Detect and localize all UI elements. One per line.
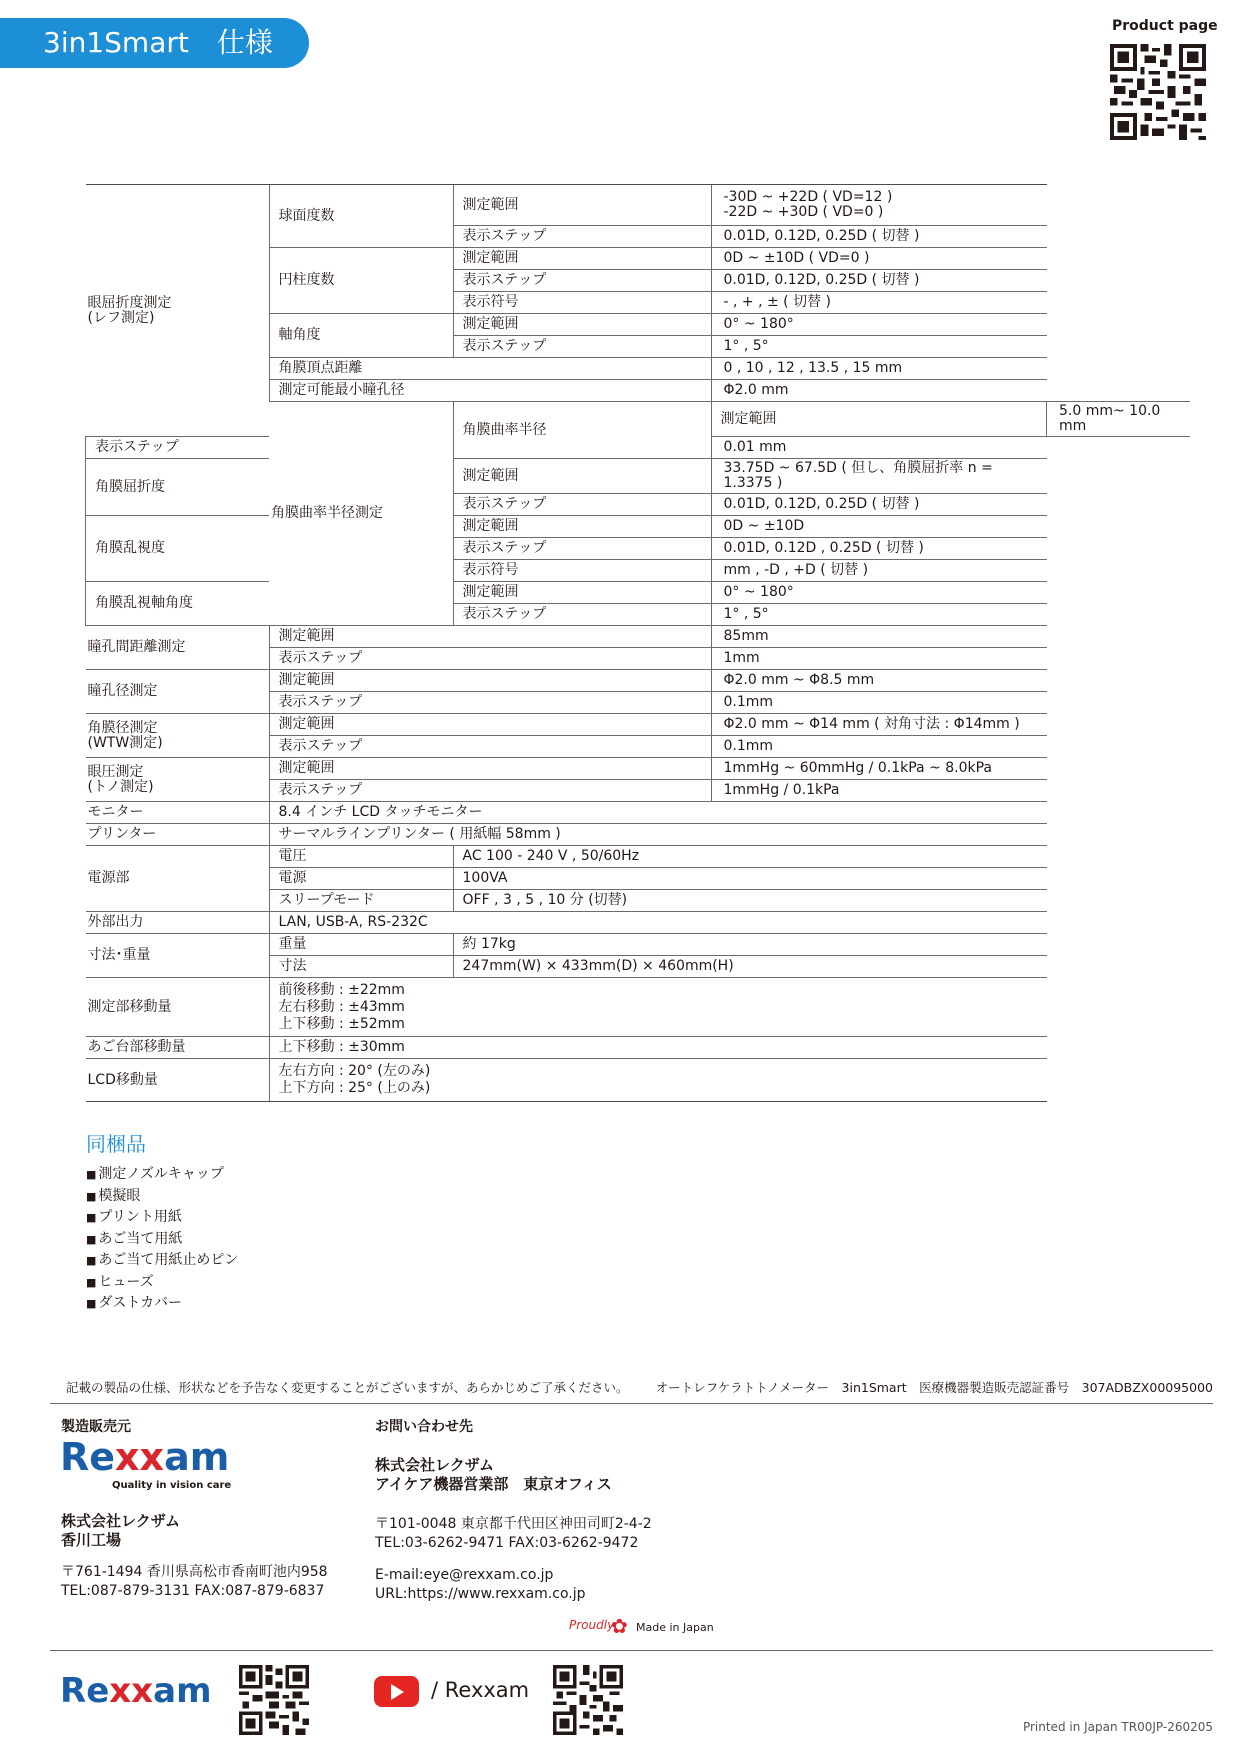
- item-label: 測定範囲: [453, 248, 711, 270]
- item-label: 測定範囲: [453, 314, 711, 336]
- divider: [50, 1403, 1213, 1404]
- category-power: 電源部: [86, 846, 270, 912]
- item-value: 100VA: [453, 868, 1047, 890]
- item-value: 33.75D ~ 67.5D ( 但し、角膜屈折率 n = 1.3375 ): [711, 459, 1047, 494]
- sub-corneal-power: 角膜屈折度: [86, 459, 270, 516]
- item-value: Φ2.0 mm ~ Φ14 mm ( 対角寸法 : Φ14mm ): [711, 714, 1047, 736]
- item-label: 表示ステップ: [269, 780, 711, 802]
- item-label: 測定範囲: [453, 459, 711, 494]
- youtube-label: / Rexxam: [431, 1678, 530, 1702]
- item-value: 247mm(W) × 433mm(D) × 460mm(H): [453, 956, 1047, 978]
- category-movement: 測定部移動量: [86, 978, 270, 1037]
- product-cert: オートレフケラトトノメーター 3in1Smart 医療機器製造販売認証番号 307ADBZX00095000: [655, 1380, 1213, 1395]
- item-value: 前後移動 : ±22mm 左右移動 : ±43mm 上下移動 : ±52mm: [269, 978, 1047, 1037]
- item-label: 測定範囲: [269, 670, 711, 692]
- contact-address: 〒101-0048 東京都千代田区神田司町2-4-2 TEL:03-6262-9471 FAX:03-6262-9472: [375, 1516, 652, 1551]
- item-label: 寸法: [269, 956, 453, 978]
- item-label: 表示ステップ: [269, 648, 711, 670]
- list-item: ■ プリント用紙: [86, 1207, 238, 1229]
- item-label: 測定範囲: [269, 758, 711, 780]
- item-label: 表示符号: [453, 292, 711, 314]
- item-value: 約 17kg: [453, 934, 1047, 956]
- item-value: 0.01 mm: [711, 437, 1047, 459]
- item-label: 表示ステップ: [269, 692, 711, 714]
- category-keratometry: 角膜曲率半径測定: [269, 402, 453, 626]
- list-item: ■ ダストカバー: [86, 1293, 238, 1315]
- maker-address: 〒761-1494 香川県高松市香南町池内958 TEL:087-879-3131 FAX:087-879-6837: [61, 1564, 328, 1599]
- item-value: 0.1mm: [711, 736, 1047, 758]
- item-label: 測定範囲: [269, 714, 711, 736]
- item-value: 5.0 mm~ 10.0 mm: [1047, 402, 1191, 437]
- item-value: 0D ~ ±10D ( VD=0 ): [711, 248, 1047, 270]
- flower-icon: ✿: [611, 1614, 628, 1638]
- item-value: OFF , 3 , 5 , 10 分 (切替): [453, 890, 1047, 912]
- contact-company: 株式会社レクザム アイケア機器営業部 東京オフィス: [375, 1456, 612, 1493]
- item-label: 測定範囲: [453, 582, 711, 604]
- item-label: スリープモード: [269, 890, 453, 912]
- item-value: 1° , 5°: [711, 604, 1047, 626]
- item-label: 表示ステップ: [453, 604, 711, 626]
- accessories-list: [86, 1164, 238, 1315]
- item-value: サーマルラインプリンター ( 用紙幅 58mm ): [269, 824, 1047, 846]
- category-tono: 眼圧測定 (トノ測定): [86, 758, 270, 802]
- sub-corneal-axis: 角膜乱視軸角度: [86, 582, 270, 626]
- disclaimer: 記載の製品の仕様、形状などを予告なく変更することがございますが、あらかじめご了承ください。: [66, 1380, 629, 1395]
- item-value: -30D ~ +22D ( VD=12 ) -22D ~ +30D ( VD=0 ): [711, 185, 1047, 226]
- item-label: 表示符号: [453, 560, 711, 582]
- category-dimensions: 寸法･重量: [86, 934, 270, 978]
- youtube-icon[interactable]: [374, 1676, 419, 1707]
- category-pd: 瞳孔間距離測定: [86, 626, 270, 670]
- item-label: 電源: [269, 868, 453, 890]
- item-value: - , + , ± ( 切替 ): [711, 292, 1047, 314]
- item-value: 上下移動 : ±30mm: [269, 1037, 1047, 1059]
- item-value: 1mmHg / 0.1kPa: [711, 780, 1047, 802]
- contact-web: E-mail:eye@rexxam.co.jp URL:https://www.rexxam.co.jp: [375, 1567, 586, 1602]
- list-item: ■ あご当て用紙止めピン: [86, 1250, 238, 1272]
- item-label: 電圧: [269, 846, 453, 868]
- list-item: ■ あご当て用紙: [86, 1229, 238, 1251]
- item-label: 重量: [269, 934, 453, 956]
- list-item: ■ 測定ノズルキャップ: [86, 1164, 238, 1186]
- item-label: 測定範囲: [453, 516, 711, 538]
- item-value: AC 100 - 240 V , 50/60Hz: [453, 846, 1047, 868]
- item-label: 表示ステップ: [453, 494, 711, 516]
- item-label: 測定範囲: [269, 626, 711, 648]
- website-qr-code[interactable]: [239, 1665, 309, 1735]
- sub-radius: 角膜曲率半径: [453, 402, 711, 459]
- category-printer: プリンター: [86, 824, 270, 846]
- item-value: mm , -D , +D ( 切替 ): [711, 560, 1047, 582]
- item-value: 0.01D, 0.12D, 0.25D ( 切替 ): [711, 270, 1047, 292]
- youtube-qr-code[interactable]: [553, 1665, 623, 1735]
- item-value: 85mm: [711, 626, 1047, 648]
- item-value: 1° , 5°: [711, 336, 1047, 358]
- page-title: 3in1Smart 仕様: [0, 18, 309, 68]
- proudly-text: Proudly: [569, 1618, 615, 1632]
- divider: [50, 1650, 1213, 1651]
- printed-info: Printed in Japan TR00JP-260205: [1022, 1720, 1213, 1734]
- item-value: 0.1mm: [711, 692, 1047, 714]
- maker-label: 製造販売元: [61, 1419, 131, 1435]
- spec-table: [85, 184, 1190, 1102]
- category-refraction: 眼屈折度測定 (レフ測定): [86, 185, 270, 437]
- item-value: 8.4 インチ LCD タッチモニター: [269, 802, 1047, 824]
- item-value: 1mm: [711, 648, 1047, 670]
- sub-corneal-cyl: 角膜乱視度: [86, 516, 270, 582]
- item-value: LAN, USB-A, RS-232C: [269, 912, 1047, 934]
- maker-company: 株式会社レクザム 香川工場: [61, 1512, 180, 1549]
- product-page-qr-code[interactable]: [1110, 44, 1206, 140]
- item-label: 表示ステップ: [269, 736, 711, 758]
- sub-cylinder: 円柱度数: [269, 248, 453, 314]
- contact-label: お問い合わせ先: [375, 1419, 473, 1435]
- item-value: 0 , 10 , 12 , 13.5 , 15 mm: [711, 358, 1047, 380]
- item-label: 表示ステップ: [453, 270, 711, 292]
- item-value: Φ2.0 mm ~ Φ8.5 mm: [711, 670, 1047, 692]
- product-page-label: Product page: [1112, 18, 1218, 34]
- category-lcd: LCD移動量: [86, 1059, 270, 1102]
- item-label: 表示ステップ: [86, 437, 270, 459]
- item-value: 左右方向 : 20° (左のみ) 上下方向 : 25° (上のみ): [269, 1059, 1047, 1102]
- category-output: 外部出力: [86, 912, 270, 934]
- item-value: 1mmHg ~ 60mmHg / 0.1kPa ~ 8.0kPa: [711, 758, 1047, 780]
- rexxam-logo-bottom: Rexxam: [60, 1671, 212, 1711]
- accessories-title: 同梱品: [86, 1132, 146, 1156]
- list-item: ■ 模擬眼: [86, 1186, 238, 1208]
- list-item: ■ ヒューズ: [86, 1272, 238, 1294]
- item-label: 測定範囲: [711, 402, 1047, 437]
- category-pupil: 瞳孔径測定: [86, 670, 270, 714]
- sub-axis: 軸角度: [269, 314, 453, 358]
- made-in-japan: Made in Japan: [636, 1621, 714, 1634]
- item-value: 0.01D, 0.12D, 0.25D ( 切替 ): [711, 226, 1047, 248]
- item-label: 表示ステップ: [453, 336, 711, 358]
- item-value: Φ2.0 mm: [711, 380, 1047, 402]
- logo-tagline: Quality in vision care: [112, 1480, 232, 1491]
- category-wtw: 角膜径測定 (WTW測定): [86, 714, 270, 758]
- sub-sphere: 球面度数: [269, 185, 453, 248]
- item-value: 0° ~ 180°: [711, 314, 1047, 336]
- category-monitor: モニター: [86, 802, 270, 824]
- category-chinrest: あご台部移動量: [86, 1037, 270, 1059]
- rexxam-logo: Rexxam: [60, 1435, 230, 1479]
- item-value: 0D ~ ±10D: [711, 516, 1047, 538]
- item-value: 0.01D, 0.12D , 0.25D ( 切替 ): [711, 538, 1047, 560]
- item-label: 表示ステップ: [453, 226, 711, 248]
- sub-min-pupil: 測定可能最小瞳孔径: [269, 380, 711, 402]
- sub-vertex-distance: 角膜頂点距離: [269, 358, 711, 380]
- item-value: 0.01D, 0.12D, 0.25D ( 切替 ): [711, 494, 1047, 516]
- item-value: 0° ~ 180°: [711, 582, 1047, 604]
- item-label: 表示ステップ: [453, 538, 711, 560]
- item-label: 測定範囲: [453, 185, 711, 226]
